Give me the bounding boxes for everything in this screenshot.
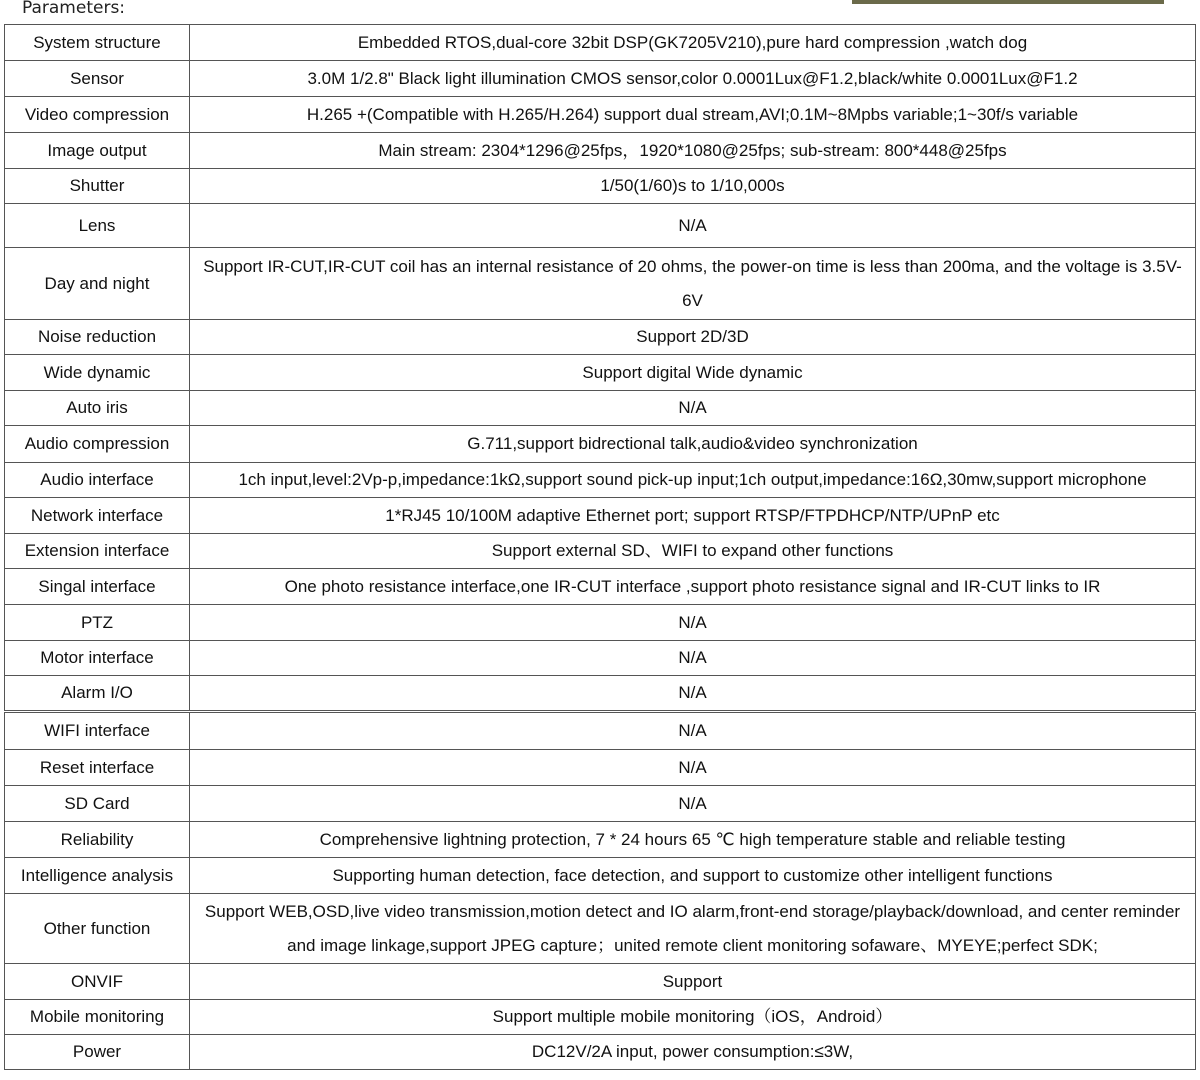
parameter-value: Comprehensive lightning protection, 7 * 24 hours 65 ℃ high temperature stable and reliable testing <box>190 822 1196 858</box>
parameter-value: 3.0M 1/2.8" Black light illumination CMOS sensor,color 0.0001Lux@F1.2,black/white 0.0001Lux@F1.2 <box>190 61 1196 97</box>
parameter-value: N/A <box>190 786 1196 822</box>
parameter-name: Mobile monitoring <box>5 1000 190 1035</box>
table-row <box>5 786 1196 822</box>
parameter-name: Intelligence analysis <box>5 858 190 894</box>
parameter-name: Extension interface <box>5 534 190 569</box>
parameter-name: System structure <box>5 25 190 61</box>
parameter-value: Support external SD、WIFI to expand other functions <box>190 534 1196 569</box>
parameter-name: Auto iris <box>5 391 190 426</box>
parameter-value: 1/50(1/60)s to 1/10,000s <box>190 169 1196 204</box>
parameter-name: Power <box>5 1035 190 1070</box>
table-row <box>5 355 1196 391</box>
table-row <box>5 1035 1196 1070</box>
parameter-value: Support IR-CUT,IR-CUT coil has an internal resistance of 20 ohms, the power-on time is less than 200ma, and the voltage is 3.5V-6V <box>190 248 1196 320</box>
parameter-name: Audio compression <box>5 426 190 463</box>
table-row <box>5 858 1196 894</box>
table-row <box>5 25 1196 61</box>
parameter-value: Support digital Wide dynamic <box>190 355 1196 391</box>
parameter-value: Embedded RTOS,dual-core 32bit DSP(GK7205V210),pure hard compression ,watch dog <box>190 25 1196 61</box>
parameter-name: Image output <box>5 133 190 169</box>
parameter-value: G.711,support bidrectional talk,audio&video synchronization <box>190 426 1196 463</box>
parameter-value: Support WEB,OSD,live video transmission,motion detect and IO alarm,front-end storage/playback/download, and center reminder and image linkage,support JPEG capture；united remote client monitoring sofaware、MYEYE;perfect SDK; <box>190 894 1196 964</box>
parameter-name: WIFI interface <box>5 712 190 750</box>
parameter-value: DC12V/2A input, power consumption:≤3W, <box>190 1035 1196 1070</box>
table-row <box>5 426 1196 463</box>
product-photo <box>852 0 1164 4</box>
parameter-value: Support multiple mobile monitoring（iOS，Android） <box>190 1000 1196 1035</box>
table-row <box>5 822 1196 858</box>
parameter-value: 1*RJ45 10/100M adaptive Ethernet port; support RTSP/FTPDHCP/NTP/UPnP etc <box>190 498 1196 534</box>
table-row <box>5 320 1196 355</box>
table-row <box>5 964 1196 1000</box>
table-row <box>5 1000 1196 1035</box>
parameter-name: Sensor <box>5 61 190 97</box>
parameter-value: N/A <box>190 391 1196 426</box>
parameter-name: Wide dynamic <box>5 355 190 391</box>
parameters-heading: Parameters: <box>22 0 126 18</box>
parameter-value: Main stream: 2304*1296@25fps，1920*1080@25fps; sub-stream: 800*448@25fps <box>190 133 1196 169</box>
parameter-name: Reliability <box>5 822 190 858</box>
table-row <box>5 204 1196 248</box>
parameters-table <box>4 24 1196 1070</box>
parameter-value: N/A <box>190 676 1196 712</box>
parameter-name: Day and night <box>5 248 190 320</box>
table-row <box>5 534 1196 569</box>
parameter-value: 1ch input,level:2Vp-p,impedance:1kΩ,support sound pick-up input;1ch output,impedance:16Ω,30mw,support microphone <box>190 463 1196 498</box>
table-row <box>5 248 1196 320</box>
table-row <box>5 61 1196 97</box>
table-row <box>5 676 1196 712</box>
parameter-value: One photo resistance interface,one IR-CUT interface ,support photo resistance signal and IR-CUT links to IR <box>190 569 1196 605</box>
parameter-name: PTZ <box>5 605 190 641</box>
parameter-name: Singal interface <box>5 569 190 605</box>
parameter-name: Noise reduction <box>5 320 190 355</box>
parameter-name: Video compression <box>5 97 190 133</box>
parameter-name: Reset interface <box>5 750 190 786</box>
parameter-value: Support <box>190 964 1196 1000</box>
parameter-name: SD Card <box>5 786 190 822</box>
table-row <box>5 133 1196 169</box>
parameter-name: Motor interface <box>5 641 190 676</box>
table-row <box>5 391 1196 426</box>
table-row <box>5 894 1196 964</box>
parameter-name: Alarm I/O <box>5 676 190 712</box>
parameter-name: Network interface <box>5 498 190 534</box>
parameter-name: Lens <box>5 204 190 248</box>
table-row <box>5 169 1196 204</box>
parameter-value: H.265 +(Compatible with H.265/H.264) support dual stream,AVI;0.1M~8Mpbs variable;1~30f/s variable <box>190 97 1196 133</box>
parameter-value: Supporting human detection, face detection, and support to customize other intelligent functions <box>190 858 1196 894</box>
parameter-name: Other function <box>5 894 190 964</box>
parameter-value: N/A <box>190 204 1196 248</box>
table-row <box>5 463 1196 498</box>
parameter-value: N/A <box>190 750 1196 786</box>
parameter-value: N/A <box>190 641 1196 676</box>
table-row <box>5 641 1196 676</box>
table-row <box>5 97 1196 133</box>
parameter-value: N/A <box>190 712 1196 750</box>
table-row <box>5 750 1196 786</box>
parameter-name: ONVIF <box>5 964 190 1000</box>
parameter-value: N/A <box>190 605 1196 641</box>
table-row <box>5 569 1196 605</box>
table-row <box>5 712 1196 750</box>
parameter-name: Shutter <box>5 169 190 204</box>
table-row <box>5 605 1196 641</box>
table-row <box>5 498 1196 534</box>
parameter-value: Support 2D/3D <box>190 320 1196 355</box>
parameter-name: Audio interface <box>5 463 190 498</box>
